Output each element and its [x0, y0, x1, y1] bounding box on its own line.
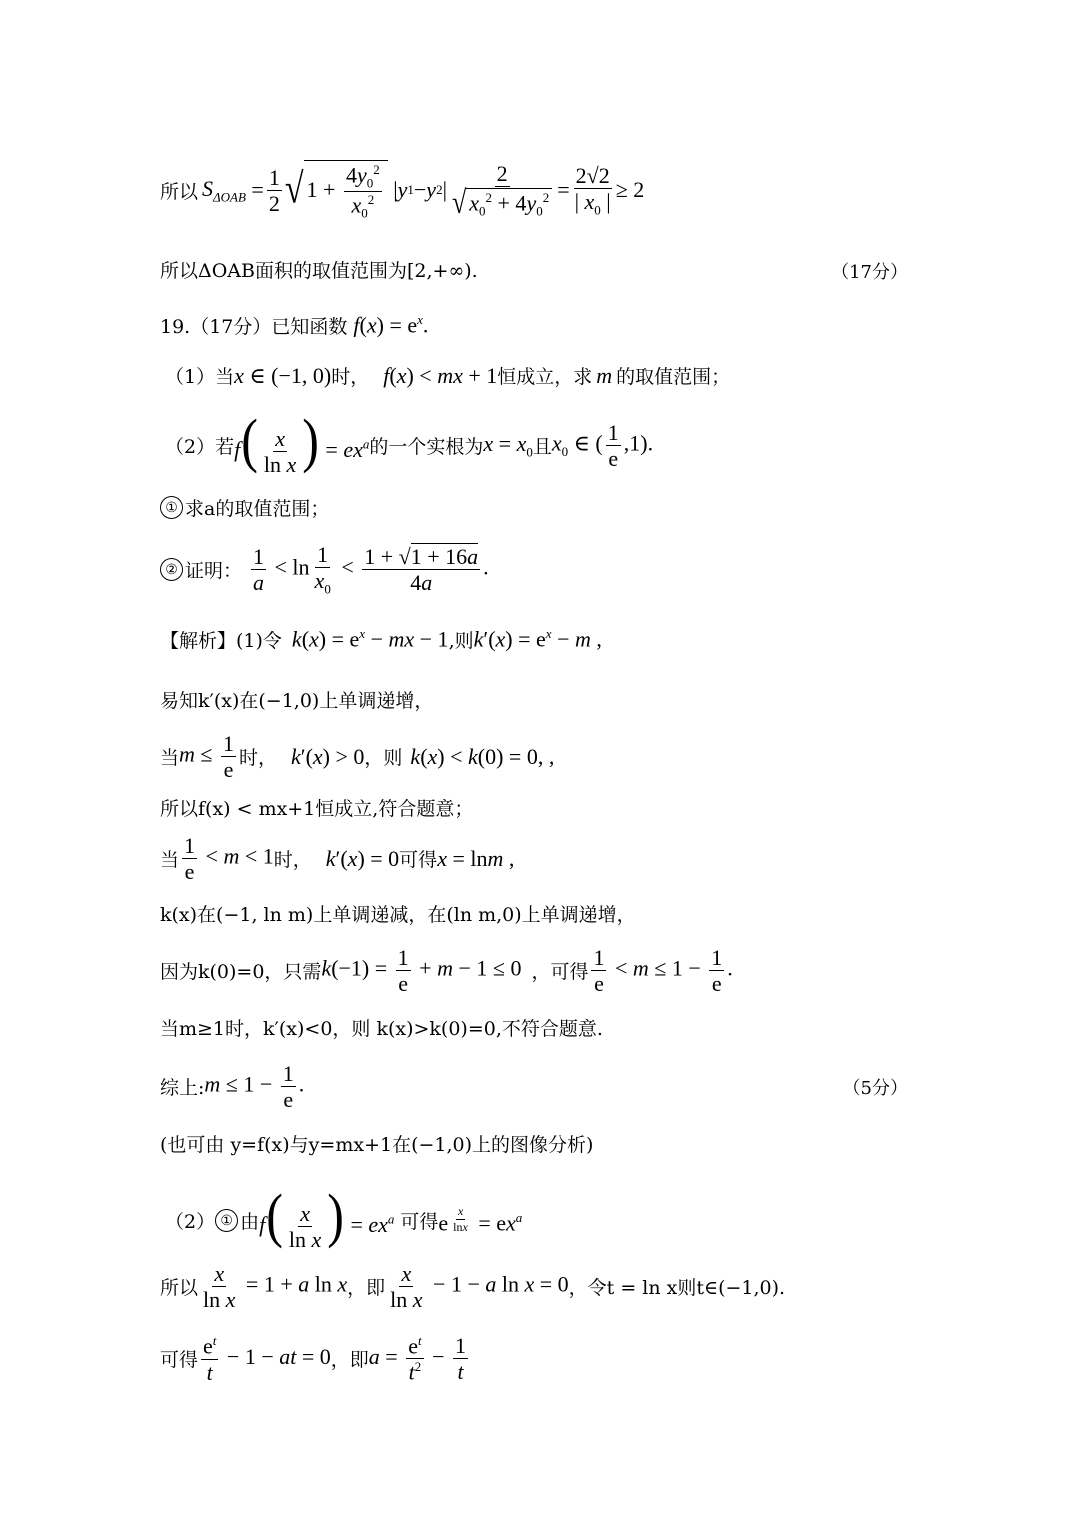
sol-line7: 因为k(0)=0，只需 k(−1) = $\frac{1}{e}$ + m − 1 ≤ 0 ，可得 $\frac{1}{e}$ < m ≤ 1 − $\frac{1}{e}$ . — [160, 945, 733, 997]
sol-line9: 综上: m ≤ 1 − $\frac{1}{e}$ . — [160, 1061, 305, 1113]
sol-line2: 易知k′(x)在(−1,0)上单调递增， — [160, 690, 434, 712]
sol7-because: 因为k(0)=0，只需 — [160, 961, 322, 984]
sol3-so: 所以 — [160, 1277, 199, 1300]
sol-line4: 所以f(x) < mx+1恒成立,符合题意； — [160, 798, 474, 820]
sol-line6: k(x)在(−1, ln m)上单调递减，在(ln m,0)上单调递增， — [160, 904, 636, 926]
area-formula-line: 所以 $S_{\Delta OAB}$ = $\frac{1}{2}$ √ 1 + $\frac{4y_0^2}{x_0^2}$ | y 1 − y 2 | 2 √ $x_0^2 + 4y_0^2$ = $\frac{2√2}{| x_0 |}$ ≥ 2 — [160, 161, 645, 222]
q19-head-text: 19.（17分）已知函数 — [160, 316, 348, 338]
sol5-get: 可得 — [399, 849, 438, 872]
q19-part1: （1）当 x ∈ (−1, 0) 时， f(x) < mx + 1 恒成立，求 m 的取值范围； — [165, 362, 731, 388]
sol3-ie: ，即 — [347, 1277, 386, 1300]
range-conclusion: 所以ΔOAB面积的取值范围为[2,+∞). — [160, 260, 478, 282]
part2-label: （2）若 — [165, 436, 235, 459]
part1-when: 时， — [331, 366, 370, 388]
part1-label: （1）当 — [165, 366, 235, 388]
sol-line8: 当m≥1时，k′(x)<0，则 k(x)>k(0)=0,不符合题意. — [160, 1018, 603, 1040]
q19-sub1 — [160, 494, 329, 521]
sol5-when: 当 — [160, 849, 180, 872]
part2-and: 且 — [532, 436, 552, 459]
score-17: （17分） — [831, 262, 908, 283]
part1-range: 的取值范围； — [616, 366, 731, 388]
sol2-from: 由 — [240, 1211, 260, 1234]
sub1-text: 求a的取值范围； — [185, 498, 330, 520]
sub2-text: 证明： — [185, 560, 243, 583]
sol3-when: 当 — [160, 747, 180, 770]
solution-head: 【解析】(1)令 $k(x) = e^x$ − mx − 1 ,则 $k'(x) = e^x - m$ , — [160, 626, 602, 652]
q19-head: 19.（17分）已知函数 $f(x) = e^x$. — [160, 312, 429, 338]
sol-line3: 当 m ≤ $\frac{1}{e}$ 时， k′(x) > 0 ，则 k(x) < k(0) = 0, , — [160, 731, 555, 783]
sol2-label: （2） — [165, 1211, 216, 1234]
sol-then: ,则 — [448, 630, 474, 652]
circled-1: ① — [160, 496, 183, 519]
sol4-ie: ，即 — [330, 1349, 369, 1372]
q19-part2: （2）若 f( $\frac{x}{\text{ln x}}$ ) = $ex^a$ 的一个实根为 $x = x_0$ 且 $x_0$ ∈ ( $\frac{1}{e}$ ,1). — [165, 406, 654, 478]
sol2-line3: 可得 $\frac{e^t}{t}$ − 1 − at = 0 ，即 a = $\frac{e^t}{t^2}$ − $\frac{1}{t}$ — [160, 1333, 467, 1385]
sol2-line1: （2） ① 由 f( $\frac{x}{\text{ln x}}$ ) = $ex^a$ 可得 e $^{\frac{x}{\ln x}}$ = $ex^a$ — [165, 1181, 523, 1253]
q19-sub2: ② 证明： $\frac{1}{a}$ < ln $\frac{1}{x_0}$ < $\frac{1 + √1 + 16a}{4a}$ . — [160, 543, 489, 596]
sol4-get: 可得 — [160, 1349, 199, 1372]
sol2-get: 可得 — [400, 1211, 439, 1234]
sol3-let: ，令t = ln x则t∈(−1,0). — [568, 1277, 786, 1300]
part2-root: 的一个实根为 — [369, 436, 484, 459]
solution-label: 【解析】(1)令 — [160, 630, 282, 652]
sol-line10: (也可由 y=f(x)与y=mx+1在(−1,0)上的图像分析) — [160, 1134, 594, 1156]
sol2-line2: 所以 $\frac{x}{\text{ln x}}$ = 1 + a ln x ，即 $\frac{x}{\text{ln x}}$ − 1 − a ln x = 0 ，令t = ln x则t∈(−1,0). — [160, 1261, 786, 1313]
sol5-time: 时， — [273, 849, 312, 872]
sol3-time: 时， — [238, 747, 277, 770]
sol9-summary: 综上: — [160, 1077, 205, 1100]
score-5: （5分） — [842, 1078, 908, 1099]
sol3-then: ，则 — [364, 747, 403, 770]
part1-always: 恒成立，求 — [497, 366, 593, 388]
circled-1b: ① — [215, 1209, 238, 1232]
prefix-text: 所以 — [160, 180, 199, 203]
sol7-get: ，可得 — [531, 961, 589, 984]
sol-line5: 当 $\frac{1}{e}$ < m < 1 时， k′(x) = 0 可得 x = lnm , — [160, 833, 515, 885]
circled-2: ② — [160, 558, 183, 581]
